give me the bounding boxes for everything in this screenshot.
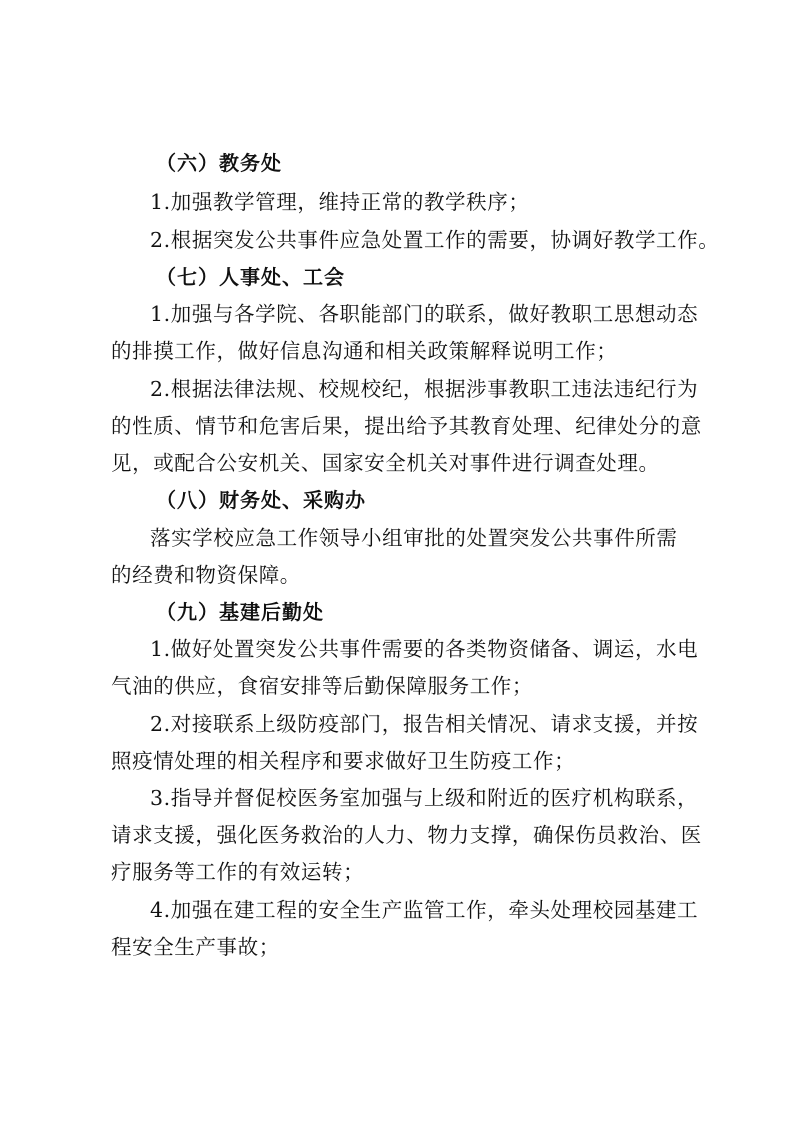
paragraph-line: 2.根据突发公共事件应急处置工作的需要，协调好教学工作。 — [150, 228, 720, 252]
paragraph-line: 1.做好处置突发公共事件需要的各类物资储备、调运，水电 — [150, 637, 699, 661]
paragraph-line: 的性质、情节和危害后果，提出给予其教育处理、纪律处分的意 — [111, 414, 702, 438]
paragraph-line: 1.加强教学管理，维持正常的教学秩序； — [150, 190, 530, 214]
paragraph-line: 落实学校应急工作领导小组审批的处置突发公共事件所需 — [150, 526, 678, 550]
paragraph-line: 请求支援，强化医务救治的人力、物力支撑，确保伤员救治、医 — [111, 823, 702, 847]
paragraph-line: 照疫情处理的相关程序和要求做好卫生防疫工作； — [111, 749, 576, 773]
section-heading-infrastructure-logistics: （九）基建后勤处 — [156, 600, 324, 624]
paragraph-line: 的经费和物资保障。 — [111, 563, 301, 587]
paragraph-line: 1.加强与各学院、各职能部门的联系，做好教职工思想动态 — [150, 302, 699, 326]
section-heading-finance-procurement: （八）财务处、采购办 — [156, 488, 366, 512]
paragraph-line: 的排摸工作，做好信息沟通和相关政策解释说明工作； — [111, 339, 618, 363]
section-heading-academic-affairs: （六）教务处 — [156, 151, 282, 175]
paragraph-line: 疗服务等工作的有效运转； — [111, 860, 365, 884]
section-heading-personnel-union: （七）人事处、工会 — [156, 265, 345, 289]
paragraph-line: 4.加强在建工程的安全生产监管工作，牵头处理校园基建工 — [150, 898, 699, 922]
paragraph-line: 见，或配合公安机关、国家安全机关对事件进行调查处理。 — [111, 451, 660, 475]
paragraph-line: 程安全生产事故； — [111, 935, 280, 959]
paragraph-line: 2.根据法律法规、校规校纪，根据涉事教职工违法违纪行为 — [150, 377, 699, 401]
paragraph-line: 3.指导并督促校医务室加强与上级和附近的医疗机构联系， — [150, 786, 699, 810]
paragraph-line: 气油的供应，食宿安排等后勤保障服务工作； — [111, 674, 533, 698]
paragraph-line: 2.对接联系上级防疫部门，报告相关情况、请求支援，并按 — [150, 712, 699, 736]
